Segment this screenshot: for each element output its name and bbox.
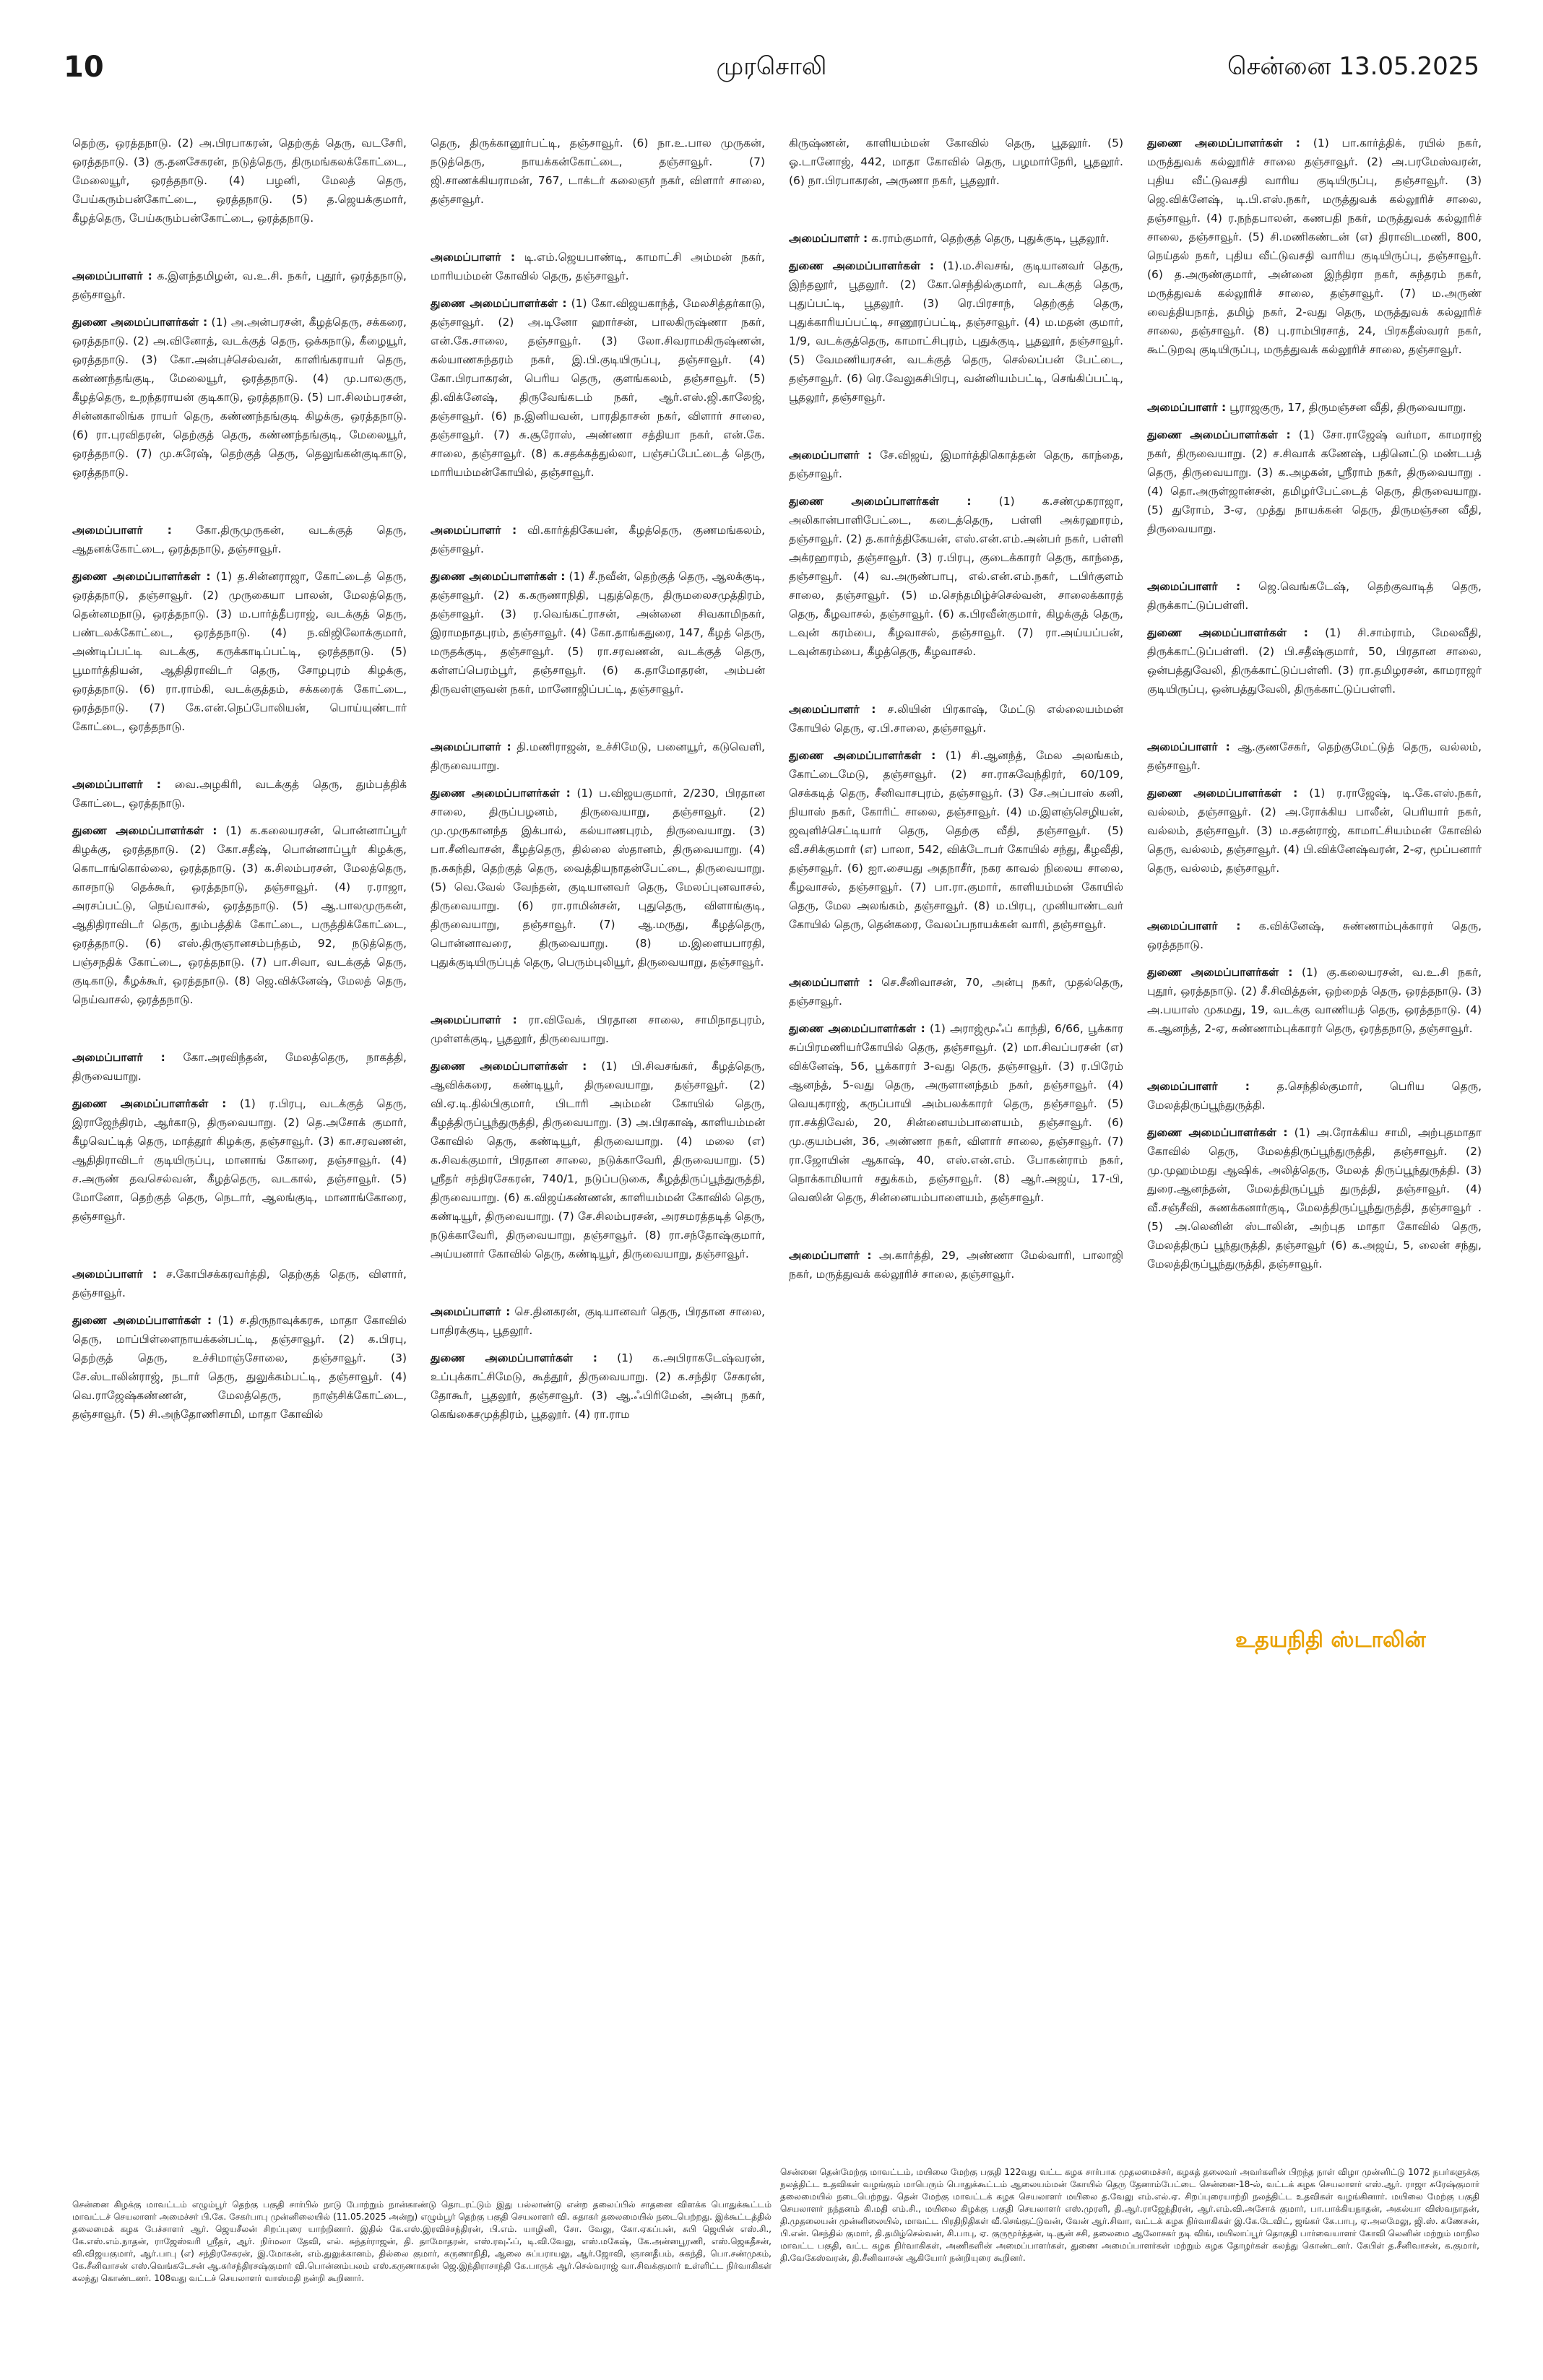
entry-text: (1).ம.சிவசங், குடியானவர் தெரு, இந்தலூர், பூதலூர். (2) கோ.செந்தில்குமார், வடக்குத் தெரு, புதுப்பட்டி, பூதலூர். (3) ரெ.பிரசாந், தெற்குத் தெரு, புதுக்காரியப்பட்டி, சாணூரப்பட்டி, தஞ்சாவூர். (4) ம.மதன் குமார், 1/9, வடக்குத்தெரு, காமாட்சிபுரம், புதுக்குடி, பூதலூர், தஞ்சாவூர். (5) வேமணியரசன், வடக்குத் தெரு, செல்லப்பன் பேட்டை, தஞ்சாவூர். (6) ரெ.வேலுசுசிபிரபு, வன்னியம்பட்டி, செங்கிப்பட்டி, பூதலூர், தஞ்சாவூர். xyxy=(789,259,1123,404)
entry-paragraph xyxy=(789,134,1123,190)
entry-text: (1) சீ.நவீன், தெற்குத் தெரு, ஆலக்குடி, தஞ்சாவூர். (2) க.கருணாநிதி, புதுத்தெரு, திருமலைசமுத்திரம், தஞ்சாவூர். (3) ர.வெங்கட்ராசன், அன்னை சிவகாமிநகர், இராமநாதபுரம், தஞ்சாவூர். (4) கோ.தாங்கதுரை, 147, கீழத் தெரு, மருதக்குடி, தஞ்சாவூர். (5) ரா.சரவணன், வடக்குத் தெரு, கள்ளப்பெரம்பூர், தஞ்சாவூர். (6) க.தாமோதரன், அம்பன் திருவள்ளுவன் நகர், மானோஜிப்பட்டி, தஞ்சாவூர். xyxy=(431,570,766,696)
role-label: அமைப்பாளர் : xyxy=(789,232,868,245)
footer-report-right: சென்னை தென்மேற்கு மாவட்டம், மயிலை மேற்கு பகுதி 122வது வட்ட கழக சார்பாக முதலமைச்சர், கழகத் தலைவர் அவர்களின் பிறந்த நாள் விழா முன்னிட்டு 1072 நபர்களுக்கு நலத்திட்ட உதவிகள் வழங்கும் மாபெரும் பொதுக்கூட்டம் ஆலையம்மன் கோயில் தெரு தேனாம்பேட்டை சென்னை-18-ல், வட்டக் கழக செயலாளர் எஸ்.ஆர். ராஜா சுரேஷ்குமார் தலைமையில் நடைபெற்றது. தென் மேற்கு மாவட்டக் கழக செயலாளர் மயிலை த.வேலு எம்.எல்.ஏ. சிறப்புரையாற்றி நலத்திட்ட உதவிகள் வழங்கினார். மயிலை மேற்கு பகுதி செயலாளர் நந்தனம் கி.மதி எம்.சி., மயிலை கிழக்கு பகுதி செயலாளர் எஸ்.முரளி, தி.ஆர்.ராஜேந்திரன், ஆர்.எம்.வி.அசோக் குமார், பா.பாக்கியநாதன், அகல்யா விஸ்வநாதன், தி.முதலையன் முன்னிலையில், மாவட்ட பிரதிநிதிகள் வீ.செங்குட்டுவன், வேன் ஆர்.சிவா, வட்டக் கழக நிர்வாகிகள் இ.கே.டேவிட், ஜங்கர் கே.பாபு, ஏ.அலமேலு, ஜி.ஸ். கணேசன், பி.என். செந்தில் குமார், தி.தமிழ்செல்வன், சி.பாபு, ஏ. குருமூர்த்தன், டி.சூன் சசி, தலைமை ஆலோசகர் நடி விங், மயிலாப்பூர் தொகுதி பார்வையாளர் கோவி லெனின் மற்றும் மாநில மாவட்ட பகுதி, வட்ட கழக நிர்வாகிகள், அணிகளின் அமைப்பாளர்கள், துணை அமைப்பாளர்கள் மற்றும் கழக தோழர்கள் கலந்து கொண்டனர். கேபிள் த.சீனிவாசன், க.குமார், தி.வேகேஸ்வரன், தி.சீனிவாசன் ஆகியோர் நன்றியுரை கூறினர். xyxy=(780,2167,1480,2263)
entry-block xyxy=(1147,398,1482,538)
role-label: துணை அமைப்பாளர்கள் : xyxy=(1147,966,1293,979)
entry-text: (1) பி.சிவசங்கர், கீழத்தெரு, ஆவிக்கரை, கண்டியூர், திருவையாறு, தஞ்சாவூர். (2) வி.ஏ.டி.தில்பிகுமார், பிடாரி அம்மன் கோயில் தெரு, கீழத்திருப்பூந்துருத்தி, திருவையாறு. (3) அ.பிரகாஷ், காளியம்மன் கோவில் தெரு, கண்டியூர், திருவையாறு. (4) மலை (எ) க.சிவக்குமார், பிரதான சாலை, நடுக்காவேரி, திருவையாறு. (5) ஸ்ரீதர் சந்திரசேகரன், 740/1, நடுப்படுகை, கீழத்திருப்பூந்துருத்தி, திருவையாறு. (6) க.விஜய்கண்ணன், காளியம்மன் கோவில் தெரு, கண்டியூர், திருவையாறு. (7) சே.சிலம்பரசன், அரசமரத்தடித் தெரு, நடுக்காவேரி, திருவையாறு, தஞ்சாவூர். (8) ரா.சந்தோஷ்குமார், அய்யனார் கோவில் தெரு, கண்டியூர், திருவையாறு, தஞ்சாவூர். xyxy=(431,1060,766,1260)
entry-paragraph xyxy=(431,1302,765,1340)
entry-block xyxy=(789,973,1123,1207)
role-label: துணை அமைப்பாளர்கள் : xyxy=(72,316,208,329)
entry-text: ச.லியின் பிரகாஷ், மேட்டு எல்லையம்மன் கோயில் தெரு, ஏ.பி.சாலை, தஞ்சாவூர். xyxy=(789,703,1123,735)
entry-paragraph xyxy=(431,248,765,285)
entry-block xyxy=(1147,917,1482,1038)
newspaper-name: முரசொலி xyxy=(716,52,827,81)
role-label: அமைப்பாளர் : xyxy=(1147,740,1230,753)
entry-paragraph xyxy=(789,1019,1123,1207)
entry-block xyxy=(789,1246,1123,1284)
entry-text: கிருஷ்ணன், காளியம்மன் கோவில் தெரு, பூதலூர். (5) ஓ.டானோஜ், 442, மாதா கோவில் தெரு, பழமார்நேரி, பூதலூர். (6) நா.பிரபாகரன், அருணா நகர், பூதலூர். xyxy=(789,137,1123,187)
role-label: துணை அமைப்பாளர்கள் : xyxy=(431,570,566,583)
entry-text: ரா.விவேக், பிரதான சாலை, சாமிநாதபுரம், முள்ளக்குடி, பூதலூர், திருவையாறு. xyxy=(431,1013,765,1045)
entry-paragraph xyxy=(72,775,407,813)
entry-text: தெற்கு, ஒரத்தநாடு. (2) அ.பிரபாகரன், தெற்குத் தெரு, வடசேரி, ஒரத்தநாடு. (3) கு.தனசேகரன், நடுத்தெரு, திருமங்கலக்கோட்டை, மேலையூர், ஒரத்தநாடு. (4) பழனி, மேலத் தெரு, பேய்கரும்பன்கோட்டை, ஒரத்தநாடு. (5) த.ஜெயக்குமார், கீழத்தெரு, பேய்கரும்பன்கோட்டை, ஒரத்தநாடு. xyxy=(72,137,407,225)
entry-paragraph xyxy=(1147,134,1482,359)
entry-text: தெரு, திருக்கானூர்பட்டி, தஞ்சாவூர். (6) நா.உ.பால முருகன், நடுத்தெரு, நாயக்கன்கோட்டை, தஞ்சாவூர். (7) ஜி.சாணக்கியராமன், 767, டாக்டர் கலைஞர் நகர், விளார் சாலை, தஞ்சாவூர். xyxy=(431,137,765,206)
page-header xyxy=(64,51,1479,97)
entry-text: ஆ.குணசேகர், தெற்குமேட்டுத் தெரு, வல்லம், தஞ்சாவூர். xyxy=(1147,740,1482,772)
entry-text: (1) சி.சாம்ராம், மேலவீதி, திருக்காட்டுப்பள்ளி. (2) பி.சதீஷ்குமார், 50, பிரதான சாலை, ஒன்பத்துவேலி, திருக்காட்டுப்பள்ளி. (3) ரா.தமிழரசன், காமராஜர் குடியிருப்பு, ஒன்பத்துவேலி, திருக்காட்டுப்பள்ளி. xyxy=(1147,626,1482,696)
entry-paragraph xyxy=(72,1048,407,1086)
entry-paragraph xyxy=(72,1311,407,1424)
entry-block xyxy=(1147,577,1482,698)
role-label: அமைப்பாளர் : xyxy=(72,1051,165,1064)
entry-block xyxy=(789,700,1123,934)
role-label: துணை அமைப்பாளர்கள் : xyxy=(431,297,567,310)
entry-text: த.செந்தில்குமார், பெரிய தெரு, மேலத்திருப்பூந்துருத்தி. xyxy=(1147,1080,1482,1112)
entry-block xyxy=(72,267,407,482)
entry-text: வி.கார்த்திகேயன், கீழத்தெரு, குணமங்கலம், தஞ்சாவூர். xyxy=(431,524,765,555)
column-2 xyxy=(431,134,765,1463)
entry-paragraph xyxy=(431,294,765,482)
entry-paragraph xyxy=(1147,1077,1482,1115)
entry-paragraph xyxy=(431,1011,765,1048)
entry-text: கோ.அரவிந்தன், மேலத்தெரு, நாகத்தி, திருவையாறு. xyxy=(72,1051,407,1083)
column-3 xyxy=(789,134,1123,1323)
entry-paragraph xyxy=(72,1094,407,1226)
entry-block xyxy=(72,134,407,228)
entry-block xyxy=(72,1265,407,1424)
entry-paragraph xyxy=(431,737,765,775)
role-label: துணை அமைப்பாளர்கள் : xyxy=(431,1351,597,1364)
entry-text: (1) ச.திருநாவுக்கரசு, மாதா கோவில் தெரு, மாப்பிள்ளைநாயக்கன்பட்டி, தஞ்சாவூர். (2) க.பிரபு, தெற்குத் தெரு, உச்சிமாஞ்சோலை, தஞ்சாவூர். (3) சே.ஸ்டாலின்ராஜ், நடார் தெரு, துலுக்கம்பட்டி, தஞ்சாவூர். (4) வெ.ராஜேஷ்கண்ணன், மேலத்தெரு, நாஞ்சிக்கோட்டை, தஞ்சாவூர். (5) சி.அந்தோணிசாமி, மாதா கோவில் xyxy=(72,1314,407,1421)
entry-paragraph xyxy=(72,1265,407,1302)
role-label: அமைப்பாளர் : xyxy=(1147,580,1241,593)
entry-paragraph xyxy=(1147,963,1482,1038)
entry-paragraph xyxy=(1147,737,1482,775)
role-label: துணை அமைப்பாளர்கள் : xyxy=(1147,787,1298,800)
entry-text: (1) அ.ரோக்கிய சாமி, அற்புதமாதா கோவில் தெரு, மேலத்திருப்பூந்துருத்தி, தஞ்சாவூர். (2) மு.முஹம்மது ஆஷிக், அலித்தெரு, மேலத் திருப்பூந்துருத்தி. (3) துரை.ஆனந்தன், மேலத்திருப்பூந் துருத்தி, தஞ்சாவூர். (4) வீ.சஞ்சீவி, சுணக்கனார்குடி, மேலத்திருப்பூந்துருத்தி, தஞ்சாவூர் . (5) அ.லெனின் ஸ்டாலின், அற்புத மாதா கோவில் தெரு, மேலத்திருப் பூந்துருத்தி, தஞ்சாவூர் (6) க.அஜய், 5, லைன் சந்து, மேலத்திருப்பூந்துருத்தி, தஞ்சாவூர். xyxy=(1147,1126,1482,1271)
entry-text: வை.அழகிரி, வடக்குத் தெரு, தும்பத்திக் கோட்டை, ஒரத்தநாடு. xyxy=(72,778,407,810)
entry-paragraph xyxy=(431,1057,765,1263)
entry-paragraph xyxy=(789,700,1123,737)
entry-text: (1) ர.பிரபு, வடக்குத் தெரு, இராஜேந்திரம், ஆர்காடு, திருவையாறு. (2) தெ.அசோக் குமார், கீழவெட்டித் தெரு, மாத்தூர் கிழக்கு, தஞ்சாவூர். (3) கா.சரவணன், ஆதிதிராவிடர் குடியிருப்பு, மானாங் கோரை, தஞ்சாவூர். (4) ச.அருண் தவசெல்வன், கீழத்தெரு, வடகால், தஞ்சாவூர். (5) மோனோ, தெற்குத் தெரு, நெடார், ஆலங்குடி, மானாங்கோரை, தஞ்சாவூர். xyxy=(72,1097,407,1223)
role-label: அமைப்பாளர் : xyxy=(431,1305,511,1318)
entry-text: செ.சீனிவாசன், 70, அன்பு நகர், முதல்தெரு, தஞ்சாவூர். xyxy=(789,976,1123,1008)
entry-text: சே.விஜய், இமார்த்திகொத்தன் தெரு, காந்தை, தஞ்சாவூர். xyxy=(789,449,1124,480)
entry-block xyxy=(431,134,765,209)
entry-paragraph xyxy=(1147,398,1482,417)
entry-paragraph xyxy=(789,229,1123,248)
role-label: துணை அமைப்பாளர்கள் : xyxy=(789,749,936,762)
role-label: அமைப்பாளர் : xyxy=(1147,1080,1250,1093)
entry-block xyxy=(72,521,407,736)
entry-paragraph xyxy=(431,134,765,209)
role-label: அமைப்பாளர் : xyxy=(72,524,172,537)
role-label: அமைப்பாளர் : xyxy=(1147,401,1227,414)
entry-paragraph xyxy=(1147,623,1482,698)
entry-text: (1) த.சின்னராஜா, கோட்டைத் தெரு, ஒரத்தநாடு, தஞ்சாவூர். (2) முருகையா பாலன், மேலத்தெரு, தென்னமநாடு, ஒரத்தநாடு. (3) ம.பார்த்தீபராஜ், வடக்குத் தெரு, பண்டலக்கோட்டை, ஒரத்தநாடு. (4) ந.விஜிலோக்குமார், அண்டிப்பட்டி வடக்கு, கருக்காடிப்பட்டி, ஒரத்தநாடு. (5) பூமார்த்தியன், ஆதிதிராவிடர் தெரு, சோழபுரம் கிழக்கு, ஒரத்தநாடு. (6) ரா.ராம்கி, வடக்குத்தம், சக்கரைக் கோட்டை, ஒரத்தநாடு. (7) கே.என்.நெப்போலியன், பொய்யுண்டார் கோட்டை, ஒரத்தநாடு. xyxy=(72,570,407,733)
entry-paragraph xyxy=(431,784,765,972)
entry-text: (1) அ.அன்பரசன், கீழத்தெரு, சக்கரை, ஒரத்தநாடு. (2) அ.வினோத், வடக்குத் தெரு, ஒக்கநாடு, கீழையூர், ஒரத்தநாடு. (3) கோ.அன்புச்செல்வன், காளிங்கராயர் தெரு, கண்ணந்தங்குடி, மேலையூர், ஒரத்தநாடு. (4) மு.பாலகுரு, கீழத்தெரு, உறந்தராயன் குடிகாடு, ஒரத்தநாடு. (5) பா.சிலம்பரசன், சின்னகாலிங்க ராயர் தெரு, கண்ணந்தங்குடி கிழக்கு, ஒரத்தநாடு. (6) ரா.புரவிதரன், தெற்குத் தெரு, கண்ணந்தங்குடி, மேலையூர், ஒரத்தநாடு. (7) மு.சுரேஷ், தெற்குத் தெரு, தெலுங்கன்குடிகாடு, ஒரத்தநாடு. xyxy=(72,316,407,479)
entry-paragraph xyxy=(72,313,407,482)
entry-block xyxy=(431,1302,765,1424)
entry-block xyxy=(72,775,407,1009)
entry-paragraph xyxy=(789,256,1123,407)
role-label: அமைப்பாளர் : xyxy=(431,1013,517,1026)
role-label: துணை அமைப்பாளர்கள் : xyxy=(1147,1126,1288,1139)
entry-paragraph xyxy=(1147,784,1482,878)
entry-paragraph xyxy=(1147,917,1482,954)
entry-text: பூராஜகுரு, 17, திருமஞ்சன வீதி, திருவையாறு. xyxy=(1229,401,1466,414)
entry-paragraph xyxy=(431,521,765,558)
entry-text: கோ.திருமுருகன், வடக்குத் தெரு, ஆதனக்கோட்டை, ஒரத்தநாடு, தஞ்சாவூர். xyxy=(72,524,407,555)
role-label: அமைப்பாளர் : xyxy=(72,269,152,282)
entry-text: (1) ர.ராஜேஷ், டி.கே.எஸ்.நகர், வல்லம், தஞ்சாவூர். (2) அ.ரோக்கிய பாலீன், பெரியார் நகர், வல்லம், தஞ்சாவூர். (3) ம.சதன்ராஜ், காமாட்சியம்மன் கோவில் தெரு, வல்லம், தஞ்சாவூர். (4) பி.விக்னேஷ்வரன், 2-ஏ, மூப்பனார் தெரு, வல்லம், தஞ்சாவூர். xyxy=(1147,787,1482,875)
entry-paragraph xyxy=(1147,425,1482,538)
entry-block xyxy=(1147,134,1482,359)
role-label: துணை அமைப்பாளர்கள் : xyxy=(72,824,217,837)
role-label: துணை அமைப்பாளர்கள் : xyxy=(72,1314,212,1327)
entry-text: (1) க.கலையரசன், பொன்னாப்பூர் கிழக்கு, ஒரத்தநாடு. (2) கோ.சதீஷ், பொன்னாப்பூர் கிழக்கு, கொடாங்கொல்லை, ஒரத்தநாடு. (3) க.சிலம்பரசன், மேலத்தெரு, காசநாடு தெக்கூர், ஒரத்தநாடு, தஞ்சாவூர். (4) ர.ராஜா, அரசப்பட்டு, நெய்வாசல், ஒரத்தநாடு. (5) ஆ.பாலமுருகன், ஆதிதிராவிடர் தெரு, தும்பத்திக் கோட்டை, பருத்திக்கோட்டை, ஒரத்தநாடு. (6) எஸ்.திருஞானசம்பந்தம், 92, நடுத்தெரு, பஞ்சநதிக் கோட்டை, ஒரத்தநாடு. (7) பா.சிவா, வடக்குத் தெரு, குடிகாடு, கீழக்கூர், ஒரத்தநாடு. (8) ஜெ.விக்னேஷ், மேலத் தெரு, நெய்வாசல், ஒரத்தநாடு. xyxy=(72,824,407,1006)
entry-text: க.ராம்குமார், தெற்குத் தெரு, புதுக்குடி, பூதலூர். xyxy=(871,232,1110,245)
role-label: அமைப்பாளர் : xyxy=(789,703,876,716)
role-label: அமைப்பாளர் : xyxy=(431,251,516,264)
entry-block xyxy=(431,248,765,482)
entry-paragraph xyxy=(789,973,1123,1011)
role-label: துணை அமைப்பாளர்கள் : xyxy=(1147,428,1291,441)
role-label: துணை அமைப்பாளர்கள் : xyxy=(1147,137,1301,150)
entry-paragraph xyxy=(72,567,407,736)
entry-text: (1) க.அபிராகடேஷ்வரன், உப்புக்காட்சிமேடு, கூத்தூர், திருவையாறு. (2) க.சந்திர சேகரன், தோகூர், பூதலூர், தஞ்சாவூர். (3) ஆ.ஃபிரிமேன், அன்பு நகர், கெங்கைசமுத்திரம், பூதலூர். (4) ரா.ராம xyxy=(431,1351,765,1421)
entry-paragraph xyxy=(72,134,407,228)
entry-text: க.இளந்தமிழன், வ.உ.சி. நகர், புதூர், ஒரத்தநாடு, தஞ்சாவூர். xyxy=(72,269,407,301)
entry-paragraph xyxy=(72,267,407,304)
role-label: அமைப்பாளர் : xyxy=(789,449,873,462)
entry-paragraph xyxy=(789,492,1123,661)
entry-paragraph xyxy=(1147,1123,1482,1273)
role-label: துணை அமைப்பாளர்கள் : xyxy=(1147,626,1308,639)
entry-paragraph xyxy=(789,446,1123,483)
entry-block xyxy=(431,1011,765,1263)
role-label: அமைப்பாளர் : xyxy=(789,1249,872,1262)
entry-text: (1) ப.விஜயகுமார், 2/230, பிரதான சாலை, திருப்பழனம், திருவையாறு, தஞ்சாவூர். (2) மு.முருகானந்த இக்பால், கல்யாணபுரம், திருவையாறு. (3) பா.சீனிவாசன், கீழத்தெரு, தில்லை ஸ்தானம், திருவையாறு. (4) ந.சுகந்தி, தெற்குத் தெரு, வைத்தியநாதன்பேட்டை, திருவையாறு. (5) வெ.வேல் வேந்தன், குடியானவர் தெரு, மேலப்புனவாசல், திருவையாறு. (6) ரா.ராமின்சன், புதுதெரு, விளாங்குடி, திருவையாறு, தஞ்சாவூர். (7) ஆ.மருது, கீழத்தெரு, பொன்னாவரை, திருவையாறு. (8) ம.இளையபாரதி, புதுக்குடியிருப்புத் தெரு, பெரும்புலியூர், திருவையாறு, தஞ்சாவூர். xyxy=(431,787,766,969)
entry-paragraph xyxy=(789,1246,1123,1284)
entry-block xyxy=(789,446,1123,661)
entry-text: (1) க.சண்முகராஜா, அலிகான்பாளிபேட்டை, கடைத்தெரு, பள்ளி அக்ரஹாரம், தஞ்சாவூர். (2) த.கார்த்திகேயன், எஸ்.என்.எம்.அன்பர் நகர், பள்ளி அக்ரஹாரம், தஞ்சாவூர். (3) ர.பிரபு, குடைக்காரர் தெரு, காந்தை, தஞ்சாவூர். (4) வ.அருண்பாபு, எல்.என்.எம்.நகர், டபிர்குளம் சாலை, தஞ்சாவூர். (5) ம.செந்தமிழ்ச்செல்வன், சாலைக்காரத் தெரு, கீழவாசல், தஞ்சாவூர். (6) க.பிரவீன்குமார், கிழக்குத் தெரு, டவுன் கரம்பை, கீழவாசல், தஞ்சாவூர். (7) ரா.அய்யப்பன், டவுன்கரம்பை, கீழத்தெரு, கீழவாசல். xyxy=(789,495,1123,658)
role-label: துணை அமைப்பாளர்கள் : xyxy=(431,787,571,800)
entry-block xyxy=(789,229,1123,407)
column-1 xyxy=(72,134,407,1463)
role-label: துணை அமைப்பாளர்கள் : xyxy=(72,570,211,583)
entry-text: அ.கார்த்தி, 29, அண்ணா மேல்வாரி, பாலாஜி நகர், மருத்துவக் கல்லூரிச் சாலை, தஞ்சாவூர். xyxy=(789,1249,1123,1281)
entry-paragraph xyxy=(431,1349,765,1424)
role-label: அமைப்பாளர் : xyxy=(1147,919,1241,932)
role-label: துணை அமைப்பாளர்கள் : xyxy=(789,495,972,508)
article-columns xyxy=(72,134,1482,2286)
entry-paragraph xyxy=(1147,577,1482,615)
entry-text: ச.கோபிசக்கரவர்த்தி, தெற்குத் தெரு, விளார், தஞ்சாவூர். xyxy=(72,1268,407,1299)
entry-text: தி.மணிராஜன், உச்சிமேடு, பனையூர், கடுவெளி, திருவையாறு. xyxy=(431,740,766,772)
role-label: துணை அமைப்பாளர்கள் : xyxy=(72,1097,227,1110)
page-number: 10 xyxy=(64,51,104,84)
role-label: துணை அமைப்பாளர்கள் : xyxy=(431,1060,587,1073)
entry-text: (1) அராஜ்மூஃப் காந்தி, 6/66, பூக்கார சுப்பிரமணியர்கோயில் தெரு, தஞ்சாவூர். (2) மா.சிவப்பரசன் (எ) விக்னேஷ், 56, பூக்காரர் 3-வது தெரு, தஞ்சாவூர். (3) ர.பிரேம் ஆனந்த், 5-வது தெரு, அருளானந்தம் நகர், தஞ்சாவூர். (4) வெயுகராஜ், கருப்பாயி அம்பலக்காரர் தெரு, தஞ்சாவூர். (5) ரா.சக்திவேல், 20, சின்னையம்பாளையம், தஞ்சாவூர். (6) மு.குயம்பன், 36, அண்ணா நகர், விளார் சாலை, தஞ்சாவூர். (7) ரா.ஜோயின் ஆகாஷ், 40, எஸ்.என்.எம். போகன்ராம் நகர், நொக்காமியார் சதுக்கம், தஞ்சாவூர். (8) ஆர்.அஜய், 17-பி, வெஸின் தெரு, சின்னையம்பாளையம், தஞ்சாவூர். xyxy=(789,1022,1123,1204)
entry-text: (1) சோ.ராஜேஷ் வர்மா, காமராஜ் நகர், திருவையாறு. (2) ச.சிவாக் கணேஷ், பதினெட்டு மண்டபத் தெரு, திருவையாறு. (3) க.அழகன், ஸ்ரீராம் நகர், திருவையாறு . (4) தொ.அருள்ஜான்சன், தமிழர்பேட்டைத் தெரு, திருவையாறு. (5) துரோம், 3-ஏ, முத்து நாயக்கன் தெரு, திருமஞ்சன வீதி, திருவையாறு. xyxy=(1147,428,1482,535)
role-label: அமைப்பாளர் : xyxy=(431,524,517,537)
entry-text: செ.தினகரன், குடியானவர் தெரு, பிரதான சாலை, பாதிரக்குடி, பூதலூர். xyxy=(431,1305,765,1337)
entry-paragraph xyxy=(72,521,407,558)
entry-block xyxy=(789,134,1123,190)
entry-text: (1) கோ.விஜயகாந்த், மேலசித்தர்காடு, தஞ்சாவூர். (2) அ.டினோ ஹார்சன், பாலகிருஷ்ணா நகர், என்.கே.சாலை, தஞ்சாவூர். (3) லோ.சிவராமகிருஷ்ணன், கல்யாணசுந்தரம் நகர், இ.பி.குடியிருப்பு, தஞ்சாவூர். (4) கோ.பிரபாகரன், பெரிய தெரு, குளங்கலம், தஞ்சாவூர். (5) தி.விக்னேஷ், திருவேங்கடம் நகர், ஆர்.எஸ்.ஜி.காலேஜ், தஞ்சாவூர். (6) ந.இனியவன், பாரதிதாசன் நகர், விளார் சாலை, தஞ்சாவூர். (7) சு.சூரோஸ், அண்ணா சத்தியா நகர், என்.கே. சாலை, தஞ்சாவூர். (8) க.சதக்கத்துல்லா, பஞ்சப்பேட்டைத் தெரு, மாரியம்மன்கோயில், தஞ்சாவூர். xyxy=(431,297,765,479)
column-4 xyxy=(1147,134,1482,1312)
entry-block xyxy=(431,521,765,698)
role-label: அமைப்பாளர் : xyxy=(789,976,873,989)
entry-text: க.விக்னேஷ், சுண்ணாம்புக்காரர் தெரு, ஒரத்தநாடு. xyxy=(1147,919,1482,951)
entry-block xyxy=(431,737,765,972)
signature: உதயநிதி ஸ்டாலின் xyxy=(1235,1627,1426,1653)
footer-report-left: சென்னை கிழக்கு மாவட்டம் எழும்பூர் தெற்கு பகுதி சார்பில் நாடு போற்றும் நான்காண்டு தொடரட்டும் இது பல்லாண்டு என்ற தலைப்பில் சாதனை விளக்க பொதுக்கூட்டம் மாவட்டச் செயலாளர் அமைச்சர் பி.கே. சேகர்பாபு முன்னிலையில் (11.05.2025 அன்று) எழும்பூர் தெற்கு பகுதி செயலாளர் வி. சுதாகர் தலைமையில் நடைபெற்றது. இக்கூட்டத்தில் தலைமைக் கழக பேச்சாளர் ஆர். ஜெயசீலன் சிறப்புரை யாற்றினார். இதில் கே.எஸ்.இரவிச்சந்திரன், பி.எம். யாழினி, சோ. வேலு, கோ.ஏகப்பன், சுபி ஜெயின் எஸ்.சி., கே.எஸ்.எம்.நாதன், ராஜேஸ்வரி ஸ்ரீதர், ஆர். நிர்மலா தேவி, எல். சுந்தர்ராஜன், தி. தாமோதரன், எஸ்.ரவுஃப், டி.வி.வேலு, எஸ்.மகேஷ், கே.அன்னபூரணி, எஸ்.ஜெகதீசன், வி.விஜயகுமார், ஆர்.பாபு (எ) சந்திரசேகரன், இ.மோகன், எம்.துலுக்கானம், தில்லை குமார், கருணாநிதி, ஆலை சுப்பராயலு, ஆர்.ஜோவி, ஞானதீபம், சுகந்தி, பொ.சண்முகம், கே.சீனிவாசன் எஸ்.வெங்கடேசன் ஆ.சுர்சந்திரசஷ்குமார் வி.பொன்னம்பலம் எஸ்.கருணாகரன் ஜெ.இந்திராசாந்தி கே.பாருக் ஆர்.செல்வராஜ் வா.சிவக்குமார் உள்ளிட்ட நிர்வாகிகள் கலந்து கொண்டனர். 108வது வட்டச் செயலாளர் வாஸ்மதி நன்றி கூறினார். xyxy=(72,2199,772,2283)
entry-block xyxy=(1147,737,1482,878)
role-label: துணை அமைப்பாளர்கள் : xyxy=(789,1022,925,1035)
entry-paragraph xyxy=(431,567,765,698)
role-label: அமைப்பாளர் : xyxy=(431,740,511,753)
entry-text: (1) சி.ஆனந்த், மேல அலங்கம், கோட்டைமேடு, தஞ்சாவூர். (2) சா.ராசுவேந்திரர், 60/109, செக்கடித் தெரு, சீனிவாசபுரம், தஞ்சாவூர். (3) சே.அப்பாஸ் கனி, நியாஸ் நகர், கோரிட் சாலை, தஞ்சாவூர். (4) ம.இளஞ்செழியன், ஜவுளிச்செட்டியார் தெரு, தெற்கு வீதி, தஞ்சாவூர். (5) வீ.சசிக்குமார் (எ) பாலா, 542, விக்டோபர் கோயில் சந்து, கீழவீதி, தஞ்சாவூர். (6) ஐா.சையது அதநாசீர், நகர காவல் நிலைய சாலை, கீழவாசல், தஞ்சாவூர். (7) பா.ரா.குமார், காளியம்மன் கோயில் தெரு, மேல அலங்கம், தஞ்சாவூர். (8) ம.பிரபு, முனியாண்டவர் கோயில் தெரு, தென்கரை, வேலப்பநாயக்கன் வாரி, தஞ்சாவூர். xyxy=(789,749,1124,931)
entry-block xyxy=(72,1048,407,1226)
dateline: சென்னை 13.05.2025 xyxy=(1227,52,1479,81)
entry-paragraph xyxy=(789,746,1123,934)
entry-text: (1) கு.கலையரசன், வ.உ.சி நகர், புதூர், ஒரத்தநாடு. (2) சீ.சிவித்தன், ஒற்றைத் தெரு, ஒரத்தநாடு. (3) அ.பயாஸ் முகமது, 19, வடக்கு வாணியத் தெரு, ஒரத்தநாடு. (4) க.ஆனந்த், 2-ஏ, சுண்ணாம்புக்காரர் தெரு, ஒரத்தநாடு, தஞ்சாவூர். xyxy=(1147,966,1482,1035)
entry-block xyxy=(1147,1077,1482,1273)
entry-text: (1) பா.கார்த்திக், ரயில் நகர், மருத்துவக் கல்லூரிச் சாலை தஞ்சாவூர். (2) அ.பரமேஸ்வரன், புதிய வீட்டுவசதி வாரிய குடியிருப்பு, தஞ்சாவூர். (3) ஜெ.விக்னேஷ், டி.பி.எஸ்.நகர், மருத்துவக் கல்லூரிச் சாலை, தஞ்சாவூர். (4) ர.நந்தபாலன், கணபதி நகர், மருத்துவக் கல்லூரிச் சாலை, தஞ்சாவூர். (5) சி.மணிகண்டன் (எ) திராவிடமணி, 800, நெய்தல் நகர், புதிய வீட்டுவசதி வாரிய குடியிருப்பு, தஞ்சாவூர். (6) த.அருண்குமார், அன்னை இந்திரா நகர், சுந்தரம் நகர், மருத்துவக் கல்லூரிச் சாலை, தஞ்சாவூர். (7) ம.அருண் வைத்தியநாத், தமிழ் நகர், 2-வது தெரு, மருத்துவக் கல்லூரிச் சாலை, தஞ்சாவூர். (8) பு.ராம்பிரசாத், 24, பிரகதீஸ்வரர் நகர், கூட்டுறவு குடியிருப்பு, மருத்துவக் கல்லூரிச் சாலை, தஞ்சாவூர். xyxy=(1147,137,1482,356)
entry-text: டி.எம்.ஜெயபாண்டி, காமாட்சி அம்மன் நகர், மாரியம்மன் கோவில் தெரு, தஞ்சாவூர். xyxy=(431,251,765,282)
entry-paragraph xyxy=(72,821,407,1009)
entry-text: ஜெ.வெங்கடேஷ், தெற்குவாடித் தெரு, திருக்காட்டுப்பள்ளி. xyxy=(1147,580,1482,612)
role-label: அமைப்பாளர் : xyxy=(72,778,161,791)
role-label: அமைப்பாளர் : xyxy=(72,1268,157,1281)
role-label: துணை அமைப்பாளர்கள் : xyxy=(789,259,935,272)
